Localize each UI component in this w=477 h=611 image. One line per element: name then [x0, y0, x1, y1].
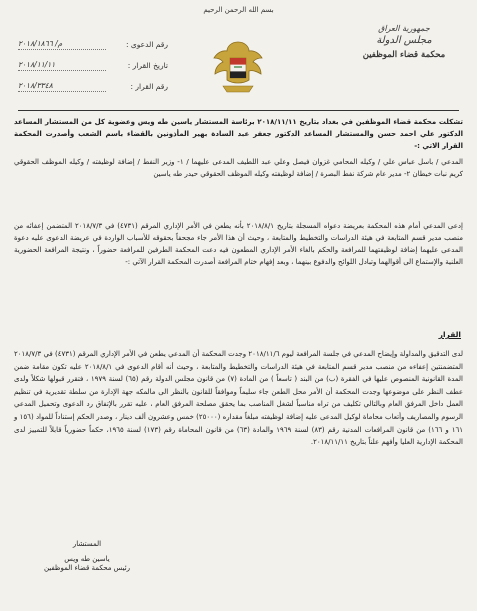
- signatory-title: رئيس محكمة قضاء الموظفين: [43, 564, 131, 572]
- decision-date-row: [18, 55, 168, 76]
- case-number-value: م/ ٢٠١٨/١٨٦٦: [18, 39, 106, 50]
- decision-number-label: رقم القرار :: [130, 82, 168, 91]
- signature-block: [32, 540, 142, 572]
- decision-number-value: ٢٠١٨/٣٣٤٨: [18, 81, 106, 92]
- header-divider: [18, 110, 459, 111]
- decision-date-value: ٢٠١٨/١١/١١: [18, 60, 106, 71]
- issuer-line-2: مجلس الدولة: [376, 35, 432, 46]
- issuer-header: [349, 24, 459, 60]
- court-formation-paragraph: تشكلت محكمة قضاء الموظفين في بغداد بتاريخ ٢٠١٨/١١/١١ برئاسة المستشار ياسين طه ويس وعضوية كل من المستشار المساعد الدكتور علي احمد حسن والمستشار المساعد الدكتور جعفر عبد السادة بهير المأذونين بالقضاء باسم الشعب وأصدرت المحكمة القرار الاتي :-: [14, 118, 463, 150]
- issuer-line-1: جمهورية العراق: [378, 24, 430, 33]
- basmala: بسم الله الرحمن الرحيم: [203, 6, 274, 14]
- iraq-emblem-icon: [209, 36, 267, 104]
- decision-heading: القرار: [438, 330, 461, 339]
- claim-paragraph: إدعى المدعي أمام هذه المحكمة بعريضة دعواه المسجلة بتاريخ ٢٠١٨/٨/١ بأنه يطعن في الأمر الإداري المرقم (٤٧٣١) في ٢٠١٨/٧/٣ المتضمن إعفائه من منصب مدير قسم المتابعة في هيئة الدراسات والتخطيط والمتابعة ، وحيث أن هذا الأمر جاء مجحفاً بحقوقه للأسباب الواردة في عريضة الدعوى عليه دعوة المدعى عليهما إضافة لوظيفتهما للمرافعة والحكم بالغاء الأمر الإداري المطعون فيه دعت المحكمة الطرفين للمرافعة حضوراً ، ونتيجة المرافعة الحضورية العلنية والإستماع الى أقوالهما وتبادل اللوائح والدفوع بينهما ، وبعد إفهام ختام المرافعة أصدرت المحكمة القرار الآتي :-: [14, 222, 463, 266]
- decision-number-row: [18, 76, 168, 97]
- signature-scribble: المستشار: [72, 540, 102, 548]
- parties-paragraph: المدعي / باسل عباس علي / وكيله المحامي غزوان فيصل وعلي عبد اللطيف المدعى عليهما / ١- وزير النفط / إضافة لوظيفته / وكيله الموظف الحقوقي كريم نبات خيطان ٢- مدير عام شركة نفط البصرة / إضافة لوظيفته وكيله الموظف الحقوقي حيدر طه ياسين: [14, 158, 463, 178]
- case-metadata: [18, 34, 168, 97]
- case-number-label: رقم الدعوى :: [125, 40, 168, 49]
- decision-paragraph: لدى التدقيق والمداولة وإيضاح المدعي في جلسة المرافعة ليوم ٢٠١٨/١١/٦ وجدت المحكمة أن المدعي يطعن في الأمر الإداري المرقم (٤٧٣١) في ٢٠١٨/٧/٣ المتضمنتين إعفاءه من منصب مدير قسم المتابعة في هيئة الدراسات والتخطيط والمتابعة ، وحيث أنه أقام الدعوى في ٢٠١٨/٨/١ عليه تكون مقامة ضمن المدة القانونية المنصوص عليها في الفقرة (ب) من البند ( تاسعاً ) من المادة (٧) من قانون مجلس الدولة رقم (٦٥) لسنة ١٩٧٩ ، فتقرر قبولها شكلاً ولدى عطف النظر على موضوعها وجدت المحكمة أن الأمر محل الطعن جاء سليماً وموافقاً للقانون بالنظر الى مالمكه جهة الإدارة من سلطة تقديرية في تنظيم العمل داخل المرفق العام وبالتالي تكليف من تراه مناسباً لشغل المناصب بما يحقق مصلحة المرفق العام ، عليه تقرر بالإتفاق رد الدعوى وتحميل المدعي الرسوم والمصاريف وأتعاب محاماة لوكيل المدعى عليه إضافة لوظيفته مبلغاً مقداره (٢٥٠٠٠) خمس وعشرون ألف دينار ، وصدر الحكم إستناداً للمواد (١٥٦ و ١٦١ و ١٦٦) من قانون المرافعات المدنية رقم (٨٣) لسنة ١٩٦٩ والمادة (٦٣) من قانون المحاماة رقم (١٧٣) لسنة ١٩٦٥، حكماً حضورياً قابلاً للتمييز لدى المحكمة الإدارية العليا وأفهم علناً بتاريخ ٢٠١٨/١١/١١.: [14, 350, 464, 447]
- case-number-row: [18, 34, 168, 55]
- signatory-name: ياسين طه ويس: [64, 555, 110, 563]
- decision-date-label: تاريخ القرار :: [127, 61, 168, 70]
- issuer-line-3: محكمة قضاء الموظفين: [362, 50, 446, 60]
